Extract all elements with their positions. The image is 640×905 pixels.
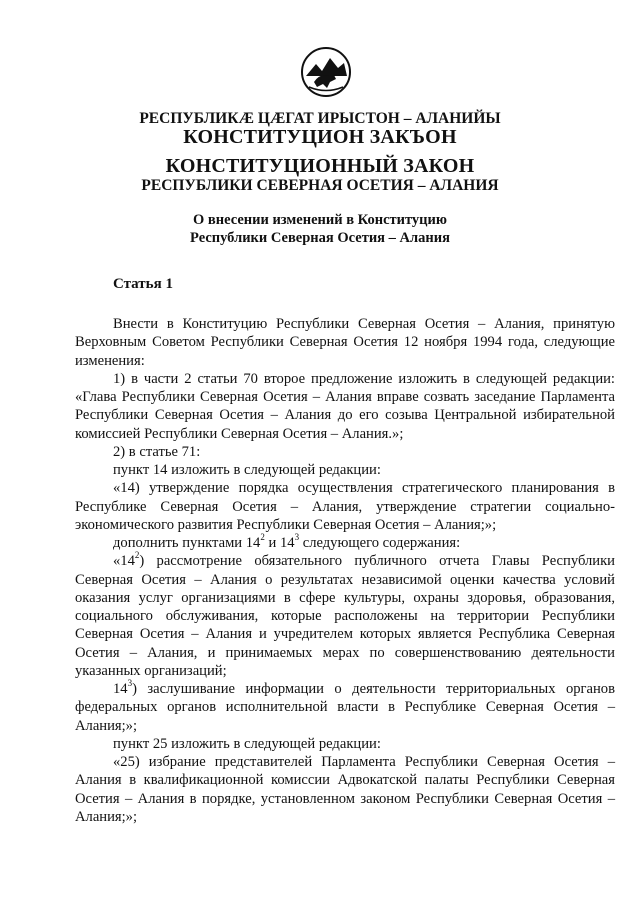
intro-paragraph: Внести в Конституцию Республики Северная Осетия – Алания, принятую Верховным Советом Республики Северная Осетия 12 ноября 1994 года, следующие изменения: [75,316,615,369]
point-14-intro: пункт 14 изложить в следующей редакции: [113,462,381,478]
add-points-text-a: дополнить пунктами 14 [113,535,261,551]
item-2-paragraph: 2) в статье 71: [113,443,201,460]
add-points-paragraph [75,534,615,552]
doc-title-line1: О внесении изменений в Конституцию [193,212,447,228]
add-points-text-b: и 14 [264,535,295,551]
add-points-text-c: следующего содержания: [299,535,461,551]
header-ossetian-republic: РЕСПУБЛИКӔ ЦӔГАТ ИРЫСТОН – АЛАНИЙЫ [139,110,501,127]
point-14-3-text [75,680,615,735]
point-14-text: «14) утверждение порядка осуществления стратегического планирования в Республике Северная Осетия – Алания, утверждение стратегии социально-экономического развития Республики Северная Осетия – Алания;»; [75,480,615,533]
superscript: 3 [294,532,300,543]
superscript: 2 [260,532,265,543]
superscript: 2 [134,550,140,561]
point-14-2-text [75,552,615,680]
point-14-3-number: 14 [113,681,128,697]
document-body [75,315,615,826]
point-14-2-number: «14 [113,553,135,570]
doc-title-line2: Республики Северная Осетия – Алания [190,230,450,246]
point-14-2-body: ) рассмотрение обязательного публичного отчета Главы Республики Северная Осетия – Алания о результатах независимой оценки качества условий оказания услуг организациями в сфере культуры, охраны здоровья, образования, социального обслуживания, которые расположены на территории Республики Северная Осетия – Алания и учредителем которых является Республика Северная Осетия – Алания, и принимаемых мерах по совершенствованию деятельности указанных организаций; [75,553,615,679]
header-republic: РЕСПУБЛИКИ СЕВЕРНАЯ ОСЕТИЯ – АЛАНИЯ [141,177,499,194]
item-1-paragraph: 1) в части 2 статьи 70 второе предложение изложить в следующей редакции: «Глава Республики Северная Осетия – Алания вправе созвать заседание Парламента Республики Северная Осетия – Алания до его созыва Центральной избирательной комиссией Республики Северная Осетия – Алания.»; [75,370,615,442]
coat-of-arms-icon [300,46,352,98]
point-25-intro: пункт 25 изложить в следующей редакции: [113,735,381,752]
header-ossetian-law: КОНСТИТУЦИОН ЗАКЪОН [183,126,457,148]
superscript: 3 [127,678,133,689]
point-25-text: «25) избрание представителей Парламента Республики Северная Осетия – Алания в квалификационной комиссии Адвокатской палаты Республики Северная Осетия – Алания в порядке, установленном законом Республики Северная Осетия – Алания;»; [75,754,615,825]
article-heading: Статья 1 [113,276,173,292]
header-constitutional-law: КОНСТИТУЦИОННЫЙ ЗАКОН [165,155,475,177]
point-14-3-body: ) заслушивание информации о деятельности территориальных органов федеральных органов исполнительной власти в Республике Северная Осетия – Алания;»; [75,681,615,734]
